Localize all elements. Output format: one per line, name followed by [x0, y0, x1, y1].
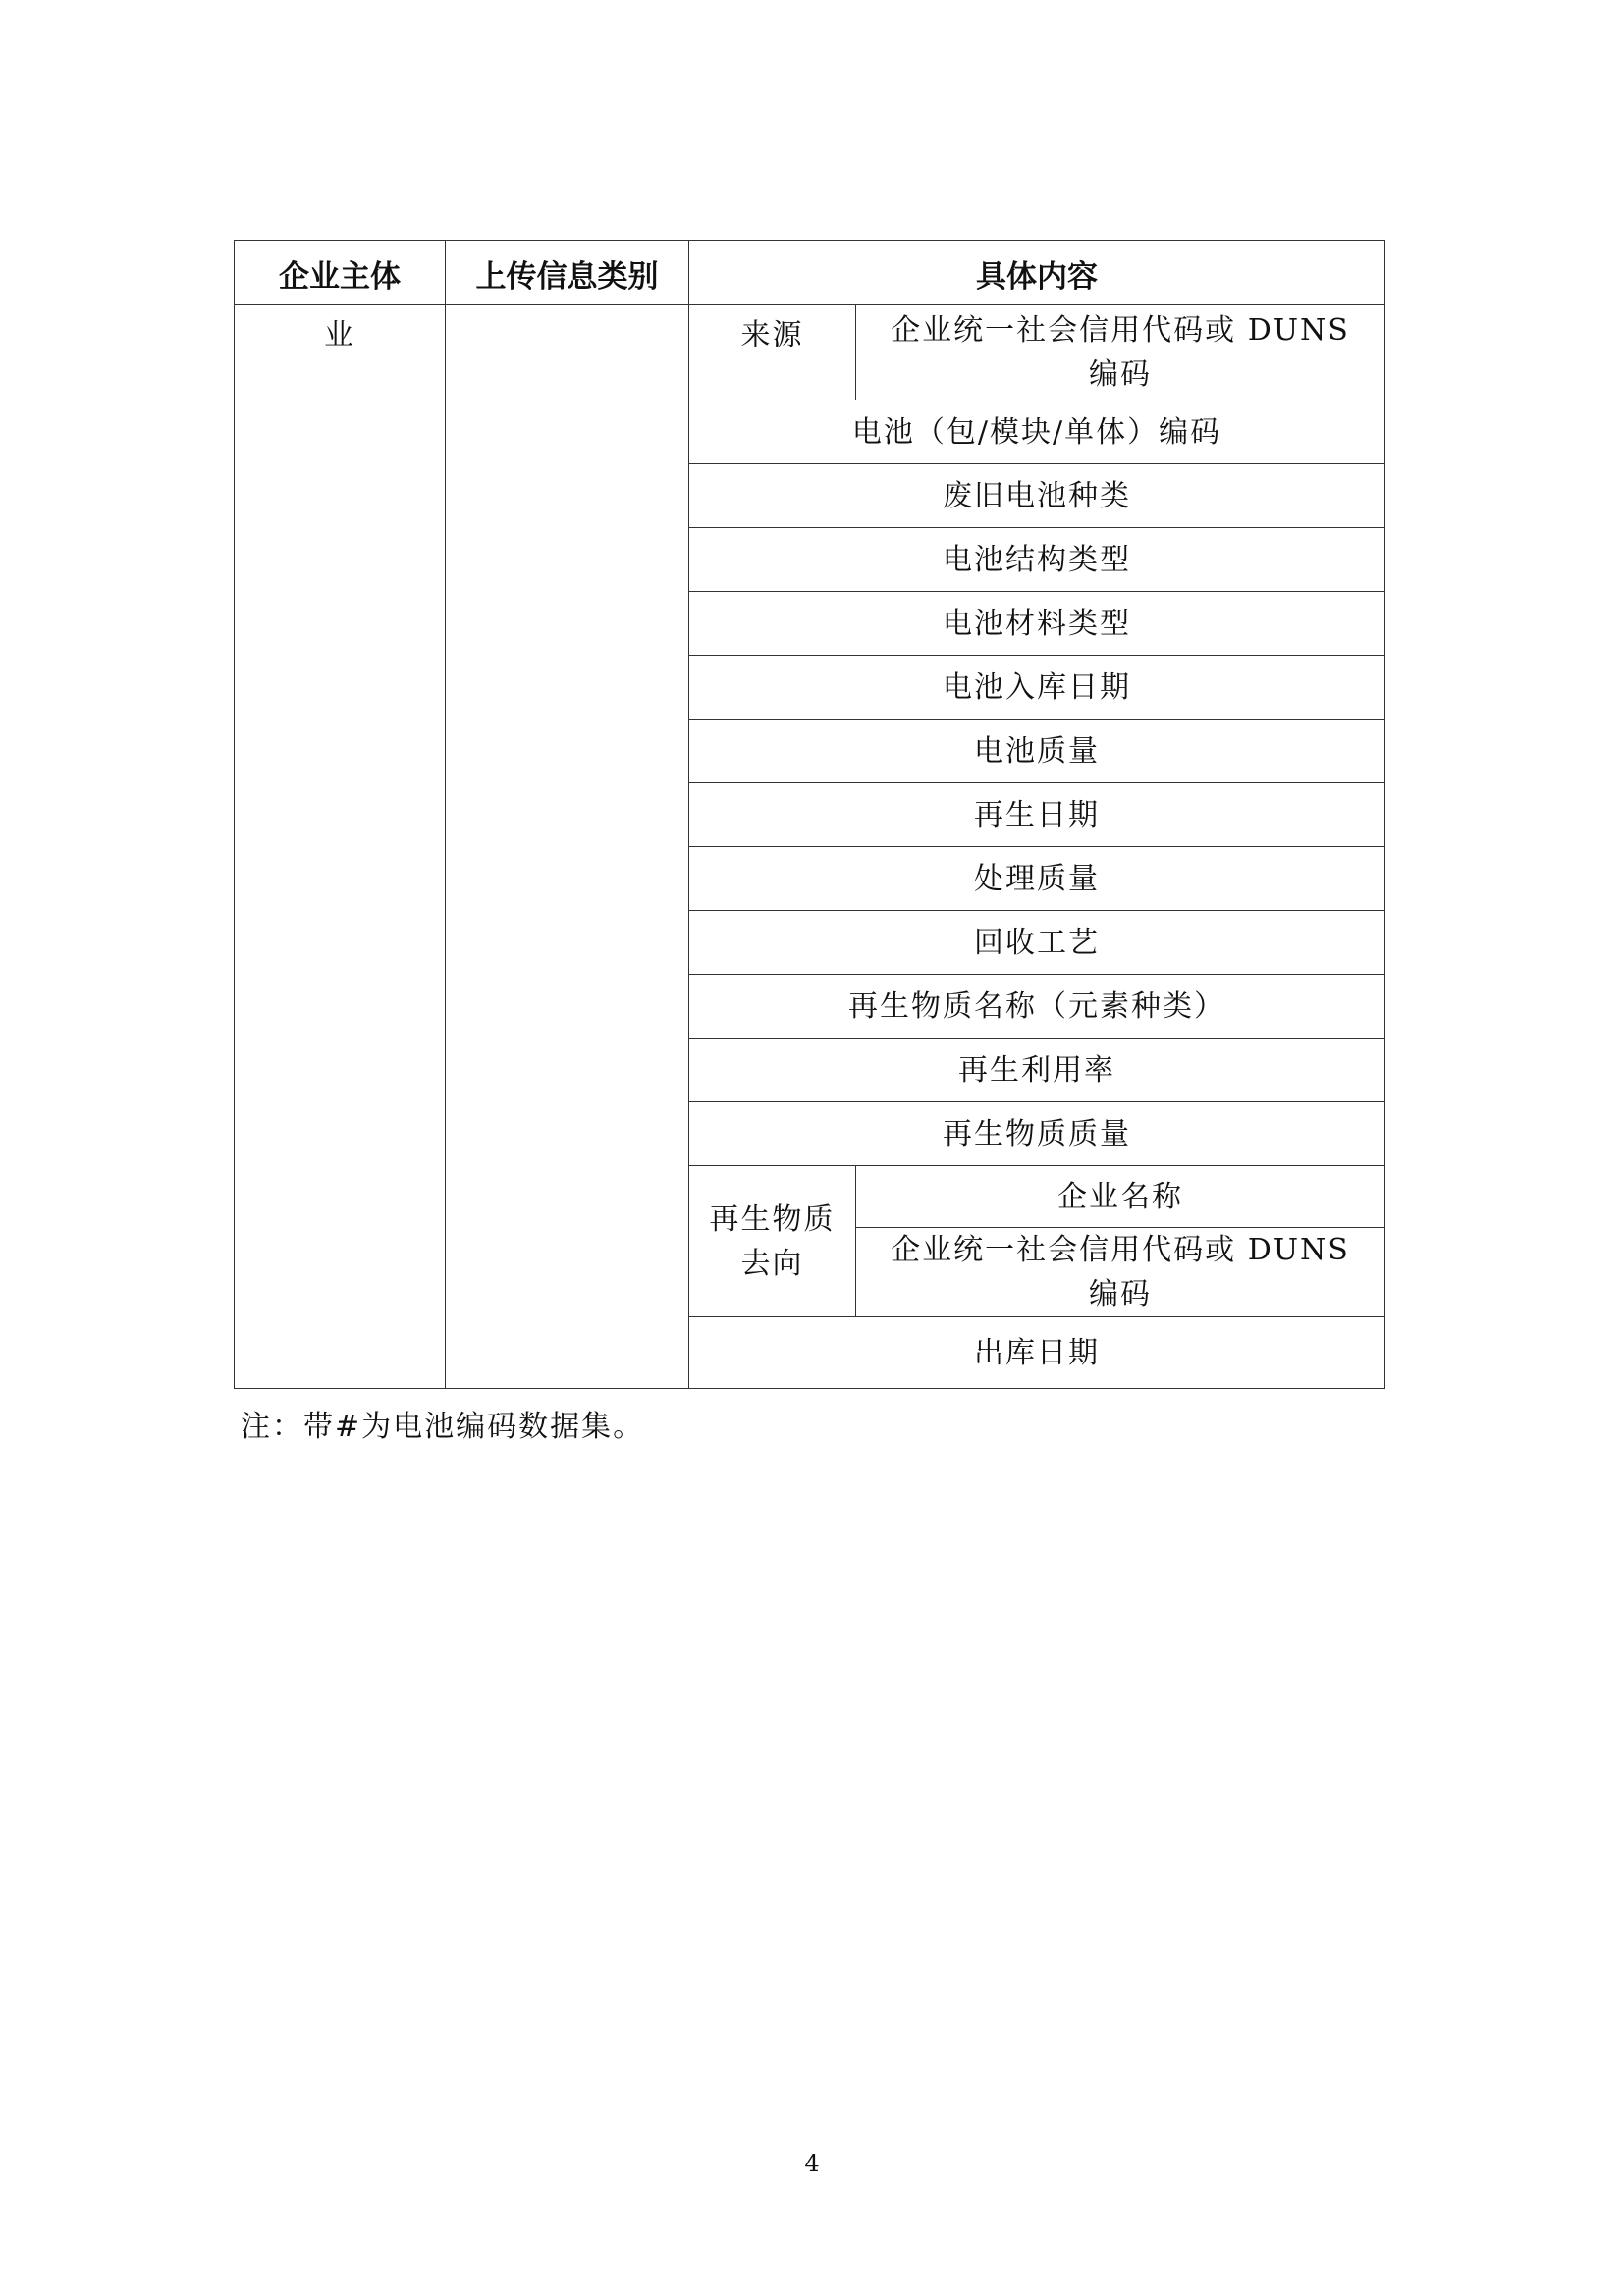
content-cell: 再生日期 — [689, 783, 1385, 847]
destination-code-cell: 企业统一社会信用代码或 DUNS 编码 — [856, 1228, 1385, 1317]
table-row — [235, 305, 1385, 400]
content-cell: 电池质量 — [689, 720, 1385, 783]
destination-label: 再生物质去向 — [689, 1166, 856, 1317]
upload-info-table — [234, 240, 1385, 1389]
enterprise-cell: 业 — [235, 305, 446, 1389]
table-note: 注：带#为电池编码数据集。 — [241, 1410, 645, 1444]
content-cell: 再生利用率 — [689, 1039, 1385, 1102]
page-number: 4 — [804, 2150, 820, 2177]
header-category: 上传信息类别 — [446, 241, 689, 305]
content-cell: 电池材料类型 — [689, 592, 1385, 656]
content-cell: 废旧电池种类 — [689, 464, 1385, 528]
destination-name-cell: 企业名称 — [856, 1166, 1385, 1228]
header-enterprise: 企业主体 — [235, 241, 446, 305]
category-cell — [446, 305, 689, 1389]
source-code-cell: 企业统一社会信用代码或 DUNS 编码 — [856, 305, 1385, 400]
header-content: 具体内容 — [689, 241, 1385, 305]
content-cell: 处理质量 — [689, 847, 1385, 911]
content-cell: 回收工艺 — [689, 911, 1385, 975]
content-cell: 再生物质名称（元素种类） — [689, 975, 1385, 1039]
content-cell: 电池结构类型 — [689, 528, 1385, 592]
content-cell: 电池（包/模块/单体）编码 — [689, 400, 1385, 464]
content-cell: 再生物质质量 — [689, 1102, 1385, 1166]
table-header-row — [235, 241, 1385, 305]
source-label: 来源 — [689, 305, 856, 400]
content-cell: 出库日期 — [689, 1317, 1385, 1389]
content-cell: 电池入库日期 — [689, 656, 1385, 720]
